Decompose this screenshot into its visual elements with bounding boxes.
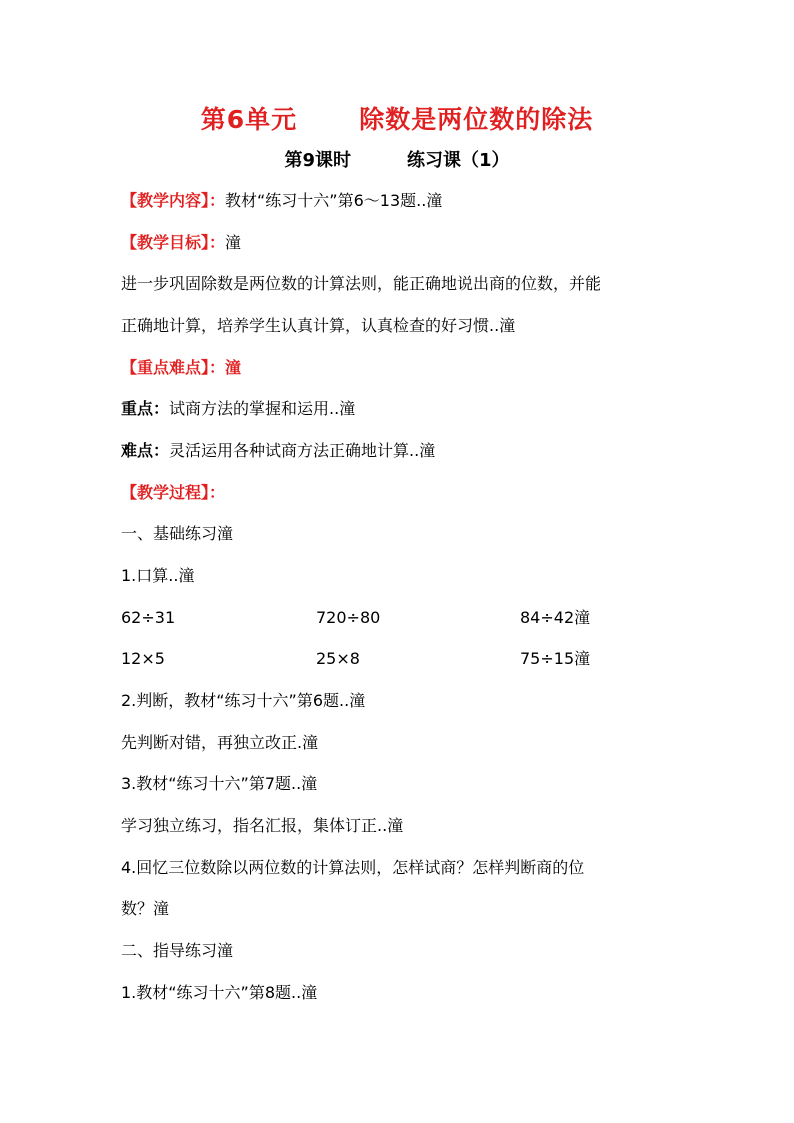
focus-label: 重点： (121, 399, 170, 418)
teaching-content-label: 【教学内容】： (121, 191, 226, 210)
calc-cell: 62÷31 (121, 608, 176, 627)
item-oral-calc (121, 565, 681, 587)
item-judge-mark: 潼 (349, 691, 366, 710)
teaching-goals-label: 【教学目标】： (121, 233, 226, 252)
lesson-number: 第9课时 (284, 150, 351, 171)
item-recall-line2 (121, 898, 681, 920)
teaching-content-text: 教材“练习十六”第6～13题.. (225, 191, 427, 210)
difficulty-label: 难点： (121, 441, 170, 460)
item-exercise-7-mark: 潼 (301, 774, 318, 793)
item-recall-line1: 4.回忆三位数除以两位数的计算法则，怎样试商？怎样判断商的位 (121, 858, 585, 877)
calc-row-2 (121, 648, 681, 670)
lesson-title: 练习课（1） (407, 150, 510, 171)
item-recall-mark: 潼 (153, 899, 170, 918)
teaching-content-line (121, 190, 681, 212)
calc-cell: 12×5 (121, 649, 165, 668)
difficulty-text: 灵活运用各种试商方法正确地计算.. (169, 441, 420, 460)
unit-heading (0, 100, 794, 136)
key-points-mark: 潼 (225, 358, 242, 377)
item-judge-note-mark: 潼 (302, 733, 319, 752)
section-basic-practice-title: 一、基础练习 (121, 524, 218, 543)
item-exercise-8 (121, 982, 681, 1004)
focus-mark: 潼 (339, 399, 356, 418)
teaching-process-label: 【教学过程】： (121, 483, 226, 502)
section-guided-practice-mark: 潼 (217, 941, 234, 960)
calc-cell: 75÷15潼 (520, 649, 591, 668)
unit-title: 除数是两位数的除法 (359, 105, 594, 134)
calc-row-2-mark: 潼 (574, 649, 591, 668)
calc-cell: 25×8 (316, 649, 360, 668)
item-oral-calc-mark: 潼 (178, 566, 195, 585)
item-judge-text: 2.判断，教材“练习十六”第6题.. (121, 691, 350, 710)
calc-row-1 (121, 607, 681, 629)
calc-cell: 720÷80 (316, 608, 381, 627)
teaching-goals-heading (121, 232, 681, 254)
difficulty-mark: 潼 (419, 441, 436, 460)
item-exercise-7 (121, 773, 681, 795)
teaching-content-mark: 潼 (426, 191, 443, 210)
teaching-goals-line2-mark: 潼 (499, 316, 516, 335)
teaching-goals-mark: 潼 (225, 233, 242, 252)
focus-text: 试商方法的掌握和运用.. (169, 399, 340, 418)
difficulty-line (121, 440, 681, 462)
item-exercise-7-note-mark: 潼 (387, 816, 404, 835)
item-judge (121, 690, 681, 712)
item-judge-note-text: 先判断对错，再独立改正. (121, 733, 303, 752)
item-exercise-8-mark: 潼 (301, 983, 318, 1002)
teaching-goals-line2-text: 正确地计算，培养学生认真计算，认真检查的好习惯.. (121, 316, 500, 335)
lesson-heading (0, 146, 794, 172)
teaching-goals-line2 (121, 315, 681, 337)
focus-line (121, 398, 681, 420)
section-guided-practice-title: 二、指导练习 (121, 941, 218, 960)
item-exercise-7-note-text: 学习独立练习，指名汇报，集体订正.. (121, 816, 388, 835)
calc-cell: 84÷42潼 (520, 608, 591, 627)
item-recall-line2-text: 数？ (121, 899, 154, 918)
item-exercise-7-note (121, 815, 681, 837)
section-basic-practice-mark: 潼 (217, 524, 234, 543)
item-exercise-7-text: 3.教材“练习十六”第7题.. (121, 774, 302, 793)
key-points-label: 【重点难点】： (121, 358, 226, 377)
unit-number: 第6单元 (200, 105, 298, 134)
item-exercise-8-text: 1.教材“练习十六”第8题.. (121, 983, 302, 1002)
item-judge-note (121, 732, 681, 754)
teaching-goals-line1: 进一步巩固除数是两位数的计算法则，能正确地说出商的位数，并能 (121, 274, 602, 293)
item-oral-calc-text: 1.口算.. (121, 566, 179, 585)
section-guided-practice (121, 940, 681, 962)
section-basic-practice (121, 523, 681, 545)
calc-row-1-mark: 潼 (574, 608, 591, 627)
key-points-heading (121, 357, 681, 379)
